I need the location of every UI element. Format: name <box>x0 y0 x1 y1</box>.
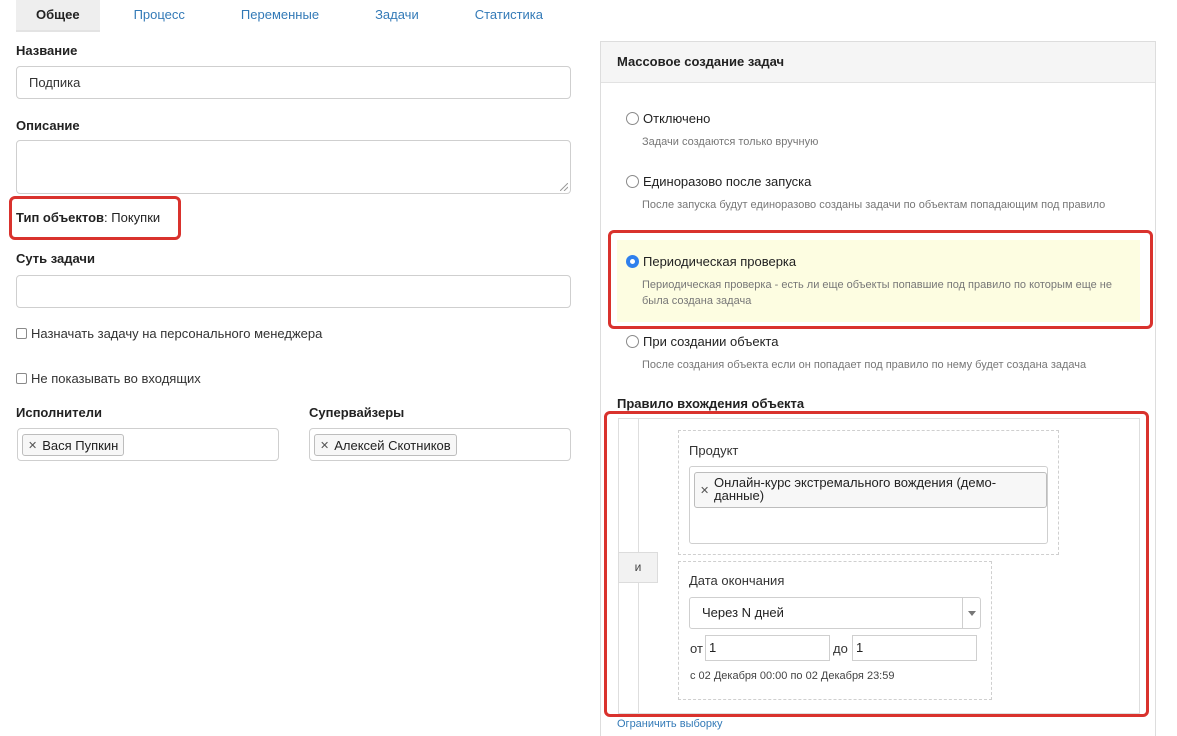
option-off-radio[interactable] <box>626 112 639 125</box>
supervisors-select[interactable] <box>309 428 571 461</box>
name-input[interactable]: Подпика <box>16 66 571 99</box>
option-off-label: Отключено <box>643 111 711 126</box>
option-once-radio[interactable] <box>626 175 639 188</box>
supervisor-tag <box>314 434 457 456</box>
option-periodic-label: Периодическая проверка <box>643 254 797 269</box>
executor-tag-label: Вася Пупкин <box>42 437 119 453</box>
option-once-label: Единоразово после запуска <box>643 174 812 189</box>
task-essence-input[interactable] <box>16 275 571 308</box>
to-input[interactable]: 1 <box>852 635 977 661</box>
option-off-desc: Задачи создаются только вручную <box>642 136 819 148</box>
rule-title: Правило вхождения объекта <box>617 396 805 411</box>
tab-tasks[interactable]: Задачи <box>375 7 419 22</box>
remove-tag-icon[interactable]: ✕ <box>28 439 38 452</box>
product-tag-label: Онлайн-курс экстремального вождения (демо-данные) <box>714 475 997 503</box>
tab-bar <box>16 0 577 32</box>
limit-selection-link[interactable]: Ограничить выборку <box>617 718 723 730</box>
description-textarea[interactable] <box>16 140 571 194</box>
tab-general[interactable]: Общее <box>16 0 100 32</box>
supervisors-label: Супервайзеры <box>309 405 405 420</box>
option-on-create-radio[interactable] <box>626 335 639 348</box>
hide-inbox-checkbox[interactable] <box>16 373 27 384</box>
tab-statistics[interactable]: Статистика <box>474 7 543 22</box>
remove-tag-icon[interactable]: ✕ <box>320 439 330 452</box>
periodic-option-highlight <box>608 230 1153 329</box>
remove-tag-icon[interactable]: ✕ <box>700 485 710 497</box>
rule-highlight <box>604 411 1149 717</box>
option-once-desc: После запуска будут единоразово созданы задачи по объектам попадающим под правило <box>642 199 1106 211</box>
assign-manager-row <box>16 326 322 341</box>
tab-variables[interactable]: Переменные <box>240 7 320 22</box>
tab-process[interactable]: Процесс <box>133 7 185 22</box>
object-type-highlight <box>9 196 181 240</box>
object-type-value: : Покупки <box>104 210 161 225</box>
option-on-create[interactable] <box>626 334 778 349</box>
option-periodic-desc: Периодическая проверка - есть ли еще объекты попавшие под правило по которым еще не была создана задача <box>642 279 1112 307</box>
executors-select[interactable] <box>17 428 279 461</box>
hide-inbox-label: Не показывать во входящих <box>31 371 201 386</box>
end-date-label: Дата окончания <box>689 573 785 588</box>
supervisor-tag-label: Алексей Скотников <box>334 437 451 453</box>
rule-operator-button[interactable]: и <box>618 552 658 583</box>
option-on-create-desc: После создания объекта если он попадает под правило по нему будет создана задача <box>642 359 1087 371</box>
hide-inbox-row <box>16 371 201 386</box>
option-once[interactable] <box>626 174 811 189</box>
date-range-text: с 02 Декабря 00:00 по 02 Декабря 23:59 <box>690 670 895 682</box>
task-essence-label: Суть задачи <box>16 251 95 266</box>
executor-tag <box>22 434 124 456</box>
name-label: Название <box>16 43 78 58</box>
option-on-create-label: При создании объекта <box>643 334 779 349</box>
from-label: от <box>690 641 703 656</box>
resize-grip-icon[interactable] <box>560 183 568 191</box>
to-label: до <box>833 641 848 656</box>
from-input[interactable]: 1 <box>705 635 830 661</box>
description-label: Описание <box>16 118 80 133</box>
object-type-label: Тип объектов <box>16 210 105 225</box>
option-off[interactable] <box>626 111 710 126</box>
mass-creation-title: Массовое создание задач <box>601 42 1155 83</box>
assign-manager-checkbox[interactable] <box>16 328 27 339</box>
executors-label: Исполнители <box>16 405 102 420</box>
product-label: Продукт <box>689 443 739 458</box>
end-date-mode-value: Через N дней <box>702 605 784 620</box>
assign-manager-label: Назначать задачу на персонального менеджера <box>31 326 323 341</box>
